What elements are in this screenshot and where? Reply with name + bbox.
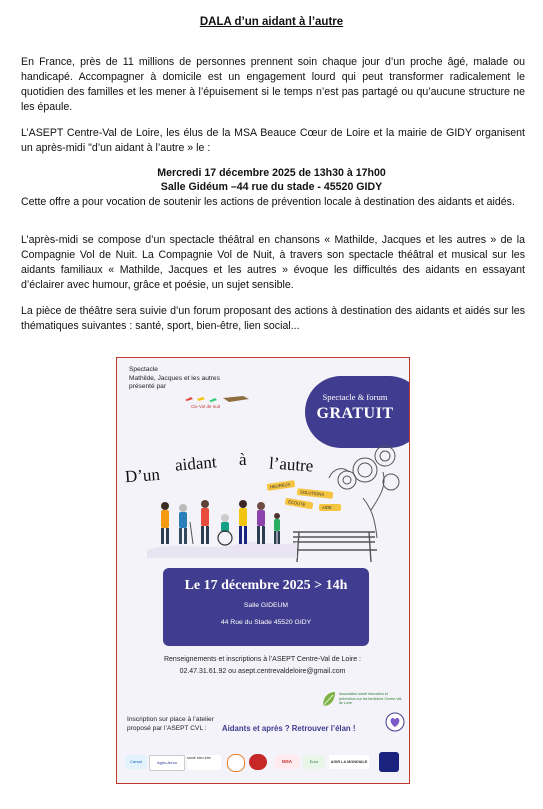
- date-banner: [163, 568, 369, 646]
- poster-intro-line: présenté par: [129, 383, 167, 390]
- paragraph-intro: En France, près de 11 millions de personnes prennent soin chaque jour d’un proche âgé, malade ou handicapé. Accompagner à domicile est un engagement lourd qui peut transformer radicalement le quotidien des familles et les mener à l’épuisement si le temps n’est pas partagé ou qu’aucune structure ne les épaule.: [21, 56, 525, 113]
- document-title: DALA d’un aidant à l’autre: [199, 16, 344, 28]
- poster-intro-line: Spectacle: [129, 366, 158, 373]
- poster-title-word: D’un: [124, 464, 161, 487]
- heart-logo-icon: [385, 712, 405, 732]
- paragraph-organizers: L’ASEPT Centre-Val de Loire, les élus de la MSA Beauce Cœur de Loire et la mairie de GIDY organisent un après-midi "d’un aidant à l’autre » le :: [21, 127, 525, 154]
- poster-title-word: à: [239, 450, 247, 469]
- asept-logo-text: Association santé éducation et prévention sur les territoires Centre-Val de Loire: [339, 692, 402, 705]
- atelier-line: proposé par l’ASEPT CVL :: [127, 725, 207, 732]
- poster-title-word: aidant: [174, 452, 218, 475]
- tree-word: SOLUTIONS: [299, 489, 325, 497]
- paragraph-program: L’après-midi se compose d’un spectacle théâtral en chansons « Mathilde, Jacques et les autres » de la Compagnie Vol de Nuit. La Compagnie Vol de Nuit, à travers son spectacle théâtral et musical sur les aidants familiaux « Mathilde, Jacques et les autres » évoque les difficultés des aidants en essayant d’éclairer avec humour, grâce et poésie, un sujet sensible.: [21, 234, 525, 291]
- paragraph-forum: La pièce de théâtre sera suivie d’un forum proposant des actions à destination des aidants et aidés sur les thématiques suivantes : santé, sport, bien-être, lien social...: [21, 305, 525, 332]
- atelier-title: Aidants et après ? Retrouver l’élan !: [222, 724, 356, 733]
- poster-intro: [129, 366, 220, 392]
- company-name: Cie Vol de nuit: [191, 404, 221, 409]
- company-logo: [183, 390, 253, 410]
- badge-subtitle: Spectacle & forum: [322, 392, 388, 402]
- bench-illustration: [289, 526, 379, 566]
- leaf-icon: [321, 690, 337, 708]
- asept-logo: [321, 688, 405, 714]
- partner-logo: AGIR LA MONDIALE: [329, 755, 369, 769]
- atelier-line: Inscription sur place à l’atelier: [127, 716, 214, 723]
- partner-logos: [125, 751, 403, 775]
- partner-logo: Carsat: [125, 755, 147, 769]
- partner-red-icon: [249, 754, 267, 770]
- partner-badge-icon: [227, 754, 245, 772]
- tree-word: AIDE: [322, 505, 332, 510]
- partner-logo: santé bien-être: [187, 755, 221, 770]
- paragraph-purpose: Cette offre a pour vocation de soutenir les actions de prévention locale à destination des aidants et aidés.: [21, 196, 515, 208]
- poster-venue-address: 44 Rue du Stade 45520 GIDY: [220, 619, 312, 626]
- partner-logo: MSA: [275, 755, 299, 769]
- partner-logo: Agirc-Arrco: [149, 755, 185, 771]
- badge-free: GRATUIT: [316, 405, 394, 422]
- poster-intro-line: Mathilde, Jacques et les autres: [129, 374, 220, 382]
- partner-shield-icon: [379, 752, 399, 772]
- atelier-text: [127, 715, 214, 733]
- poster-info-heading: Renseignements et inscriptions à l’ASEPT Centre-Val de Loire :: [163, 656, 361, 663]
- event-date: Mercredi 17 décembre 2025 de 13h30 à 17h00: [157, 167, 386, 179]
- partner-logo: Euro: [303, 755, 325, 769]
- poster-title-word: l’autre: [268, 453, 315, 476]
- poster-venue-name: Salle GIDEUM: [243, 602, 289, 609]
- tree-word: HEUREUX: [269, 481, 291, 490]
- people-illustration: [147, 488, 297, 558]
- poster-contact: 02.47.31.61.92 ou asept.centrevaldeloire@gmail.com: [179, 668, 346, 675]
- tree-word: ÉCOUTE: [287, 499, 306, 508]
- event-poster: [116, 357, 410, 784]
- event-place: Salle Gidéum –44 rue du stade - 45520 GIDY: [160, 181, 383, 193]
- poster-date: Le 17 décembre 2025 > 14h: [184, 578, 348, 593]
